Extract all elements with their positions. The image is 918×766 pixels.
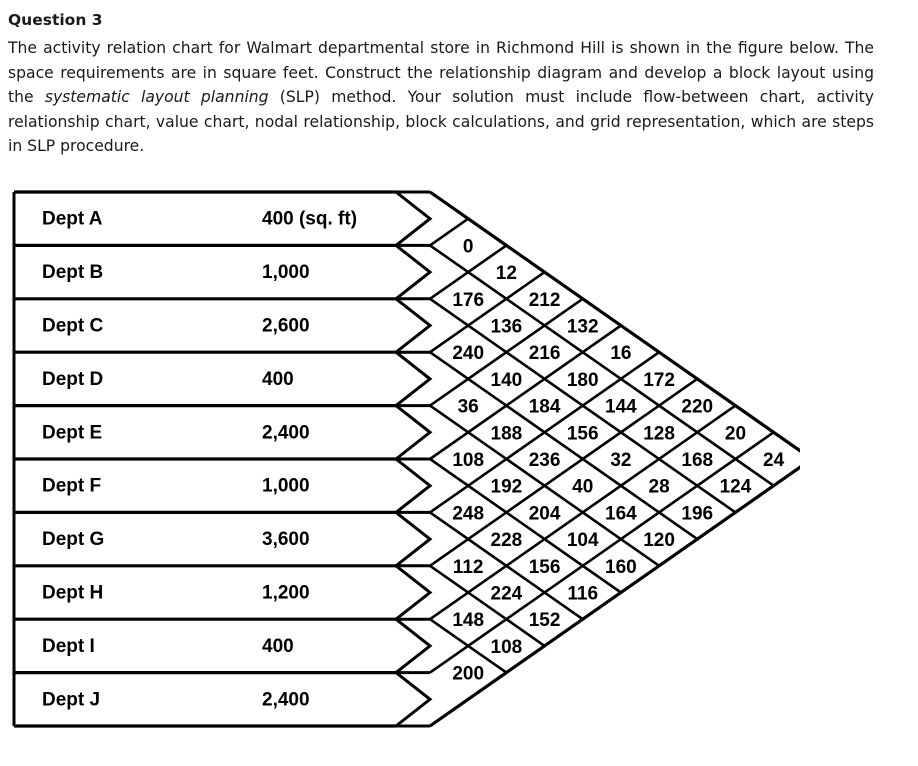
question-title: Question 3 bbox=[8, 11, 103, 29]
question-text bbox=[8, 36, 874, 159]
relationship-value: 220 bbox=[681, 396, 714, 418]
relationship-value: 184 bbox=[528, 396, 561, 418]
relationship-value: 216 bbox=[528, 343, 561, 365]
relationship-value: 196 bbox=[681, 503, 714, 525]
department-name: Dept I bbox=[42, 635, 95, 657]
relationship-value: 140 bbox=[490, 369, 523, 391]
row-chevron bbox=[396, 406, 430, 459]
relationship-value: 24 bbox=[763, 450, 785, 471]
department-name: Dept C bbox=[42, 315, 104, 337]
row-chevron bbox=[396, 619, 430, 672]
relationship-value: 36 bbox=[457, 396, 479, 418]
row-chevron bbox=[396, 192, 430, 245]
row-chevron bbox=[396, 245, 430, 298]
relationship-value: 192 bbox=[490, 476, 523, 498]
relationship-value: 20 bbox=[724, 423, 747, 445]
relationship-value: 176 bbox=[452, 289, 485, 311]
department-name: Dept D bbox=[42, 368, 104, 390]
department-space: 400 bbox=[262, 635, 294, 657]
department-space: 2,600 bbox=[262, 315, 310, 337]
relationship-value: 188 bbox=[490, 423, 523, 445]
relationship-value: 160 bbox=[605, 556, 637, 578]
relationship-value: 124 bbox=[719, 476, 752, 498]
relationship-value: 120 bbox=[643, 530, 675, 552]
relationship-value: 108 bbox=[490, 636, 523, 658]
relationship-value: 12 bbox=[495, 263, 517, 285]
department-space: 1,000 bbox=[262, 262, 310, 284]
relationship-value: 212 bbox=[528, 289, 561, 311]
relationship-value: 156 bbox=[528, 556, 561, 578]
relationship-value: 248 bbox=[452, 503, 485, 525]
question-text-part-2: (SLP) method. Your solution must include flow-between chart, activity relationship chart, value chart, nodal relationship, block calculations, and grid representation, which are steps in SLP procedure. bbox=[8, 88, 874, 155]
activity-relation-chart bbox=[0, 180, 800, 740]
relationship-value: 108 bbox=[452, 450, 485, 471]
relationship-value: 236 bbox=[528, 450, 561, 471]
department-name: Dept G bbox=[42, 529, 105, 551]
relationship-value: 168 bbox=[681, 450, 714, 471]
relationship-value: 40 bbox=[572, 476, 594, 498]
relationship-value: 0 bbox=[462, 236, 474, 258]
row-chevron bbox=[396, 352, 430, 405]
relationship-value: 128 bbox=[643, 423, 675, 445]
relationship-value: 224 bbox=[490, 583, 523, 605]
row-chevron bbox=[396, 512, 430, 565]
department-name: Dept A bbox=[42, 208, 103, 230]
department-space: 2,400 bbox=[262, 422, 310, 444]
department-space: 400 bbox=[262, 368, 294, 390]
relationship-value: 228 bbox=[490, 530, 523, 552]
relationship-value: 148 bbox=[452, 610, 485, 632]
department-space: 1,000 bbox=[262, 475, 310, 497]
department-name: Dept H bbox=[42, 582, 104, 604]
relationship-value: 116 bbox=[567, 583, 599, 605]
department-name: Dept F bbox=[42, 475, 102, 497]
question-text-italic: systematic layout planning bbox=[44, 88, 269, 106]
relationship-value: 28 bbox=[648, 476, 670, 498]
relationship-value: 144 bbox=[605, 396, 637, 418]
relationship-value: 132 bbox=[566, 316, 599, 338]
relationship-value: 156 bbox=[566, 423, 599, 445]
relationship-value: 204 bbox=[528, 503, 561, 525]
row-chevron bbox=[396, 673, 430, 726]
department-name: Dept J bbox=[42, 689, 101, 711]
relationship-value: 240 bbox=[452, 343, 485, 365]
relationship-value: 172 bbox=[643, 369, 675, 391]
department-space: 2,400 bbox=[262, 689, 310, 711]
relationship-value: 112 bbox=[452, 556, 484, 578]
row-chevron bbox=[396, 566, 430, 619]
relationship-value: 104 bbox=[566, 530, 599, 552]
row-chevron bbox=[396, 299, 430, 352]
relationship-value: 136 bbox=[490, 316, 523, 338]
relationship-value: 164 bbox=[605, 503, 637, 525]
relationship-value: 152 bbox=[528, 610, 561, 632]
relationship-value: 16 bbox=[610, 343, 632, 365]
department-space: 3,600 bbox=[262, 529, 310, 551]
relationship-value: 32 bbox=[610, 450, 632, 471]
relationship-value: 180 bbox=[566, 369, 599, 391]
row-chevron bbox=[396, 459, 430, 512]
department-name: Dept E bbox=[42, 422, 103, 444]
department-space: 1,200 bbox=[262, 582, 310, 604]
department-name: Dept B bbox=[42, 262, 104, 284]
department-space: 400 (sq. ft) bbox=[262, 208, 358, 230]
relationship-value: 200 bbox=[452, 663, 485, 685]
question-text-part-1: The activity relation chart for Walmart departmental store in Richmond Hill is shown in the figure below. The space requirements are in square feet. Construct the relationship diagram and develop a block layout using the bbox=[8, 39, 874, 106]
